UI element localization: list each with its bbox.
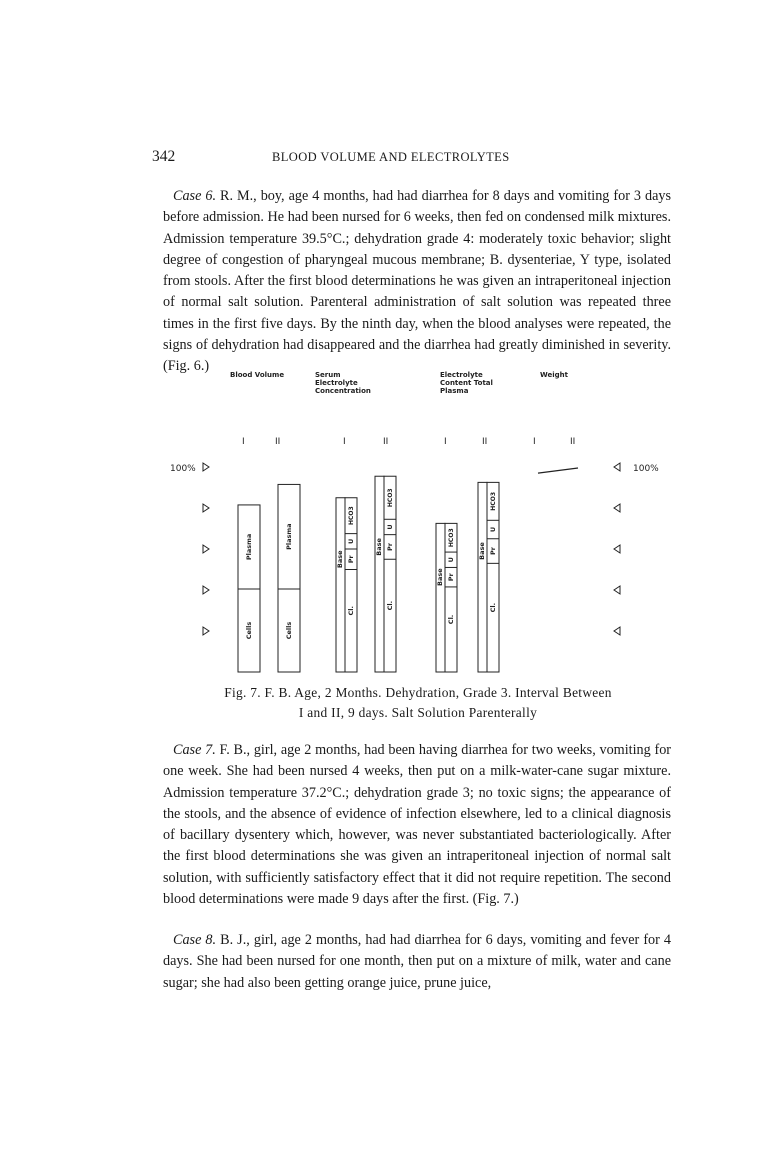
case-label: Case 8. xyxy=(173,932,217,948)
marker-right-pointing xyxy=(203,463,209,471)
marker-right-pointing xyxy=(203,504,209,512)
bar-label-cl: Cl. xyxy=(447,614,455,625)
marker-group xyxy=(203,463,620,635)
header-blood-volume: Blood Volume xyxy=(230,371,285,379)
bar-label-hco3: HCO3 xyxy=(490,491,497,511)
weight-line xyxy=(538,468,578,473)
figure-caption xyxy=(163,683,673,723)
bar-label-plasma: Plasma xyxy=(245,533,253,561)
percent-label-right: 100% xyxy=(633,464,659,474)
bar-label-cl: Cl. xyxy=(347,606,355,616)
paragraph-case-6 xyxy=(163,186,671,378)
chart-svg xyxy=(150,360,670,680)
marker-left-pointing xyxy=(614,586,620,594)
bar-group xyxy=(238,468,578,672)
bar-label-cl: Cl. xyxy=(386,600,394,611)
marker-right-pointing xyxy=(203,545,209,553)
bar-label-cells: Cells xyxy=(285,621,293,640)
bar-label-cl: Cl. xyxy=(489,602,497,613)
page-number: 342 xyxy=(152,148,176,165)
caption-line-2: I and II, 9 days. Salt Solution Parenterally xyxy=(298,705,538,720)
roman-II-weight: II xyxy=(570,437,576,447)
header-electrolyte-sub1: Content Total xyxy=(440,379,493,387)
bar-label-cells: Cells xyxy=(245,621,253,640)
bar-label-u: U xyxy=(347,538,355,544)
roman-I-bv: I xyxy=(242,437,245,447)
paragraph-text: B. J., girl, age 2 months, had had diarrhea for 6 days, vomiting and fever for 4 days. She had been nursed for one month, then put on a mixture of milk, water and cane sugar; she had also been getting orange juice, prune juice, xyxy=(163,932,672,991)
roman-II-bv: II xyxy=(275,437,281,447)
paragraph-text: F. B., girl, age 2 months, had been having diarrhea for two weeks, vomiting for one week. She had been nursed 4 weeks, then put on a milk-water-cane sugar mixture. Admission temperature 37.2°C.; dehydration grade 3; no toxic signs; the appearance of the stools, and the absence of evidence of infection elsewhere, led to a clinical diagnosis of bacillary dysentery which, however, was never substantiated bacteriologically. After the first blood determinations she was given an intraperitoneal injection of normal salt solution, with sufficiently satisfactory effect that it did not require repetition. The second blood determinations were made 9 days after the first. (Fig. 7.) xyxy=(163,742,672,908)
header-serum-sub2: Concentration xyxy=(315,387,371,395)
header-serum: Serum xyxy=(315,371,341,379)
marker-left-pointing xyxy=(614,463,620,471)
bar-label-base: Base xyxy=(375,538,383,556)
roman-I-elec: I xyxy=(444,437,447,447)
bar-base-2-II xyxy=(478,482,487,672)
percent-label-left: 100% xyxy=(170,464,196,474)
bar-label-u: U xyxy=(489,526,497,533)
bar-blood-volume-I xyxy=(238,505,260,672)
caption-line-1: Fig. 7. F. B. Age, 2 Months. Dehydration, Grade 3. Interval Between xyxy=(224,685,612,700)
roman-II-serum: II xyxy=(383,437,389,447)
bar-blood-volume-II xyxy=(278,484,300,672)
paragraph-case-7 xyxy=(163,740,671,910)
case-label: Case 6. xyxy=(173,188,217,204)
header-weight: Weight xyxy=(540,371,568,379)
roman-II-elec: II xyxy=(482,437,488,447)
bar-base-1-II xyxy=(375,476,384,672)
figure-chart xyxy=(150,360,670,680)
marker-right-pointing xyxy=(203,586,209,594)
bar-label-u: U xyxy=(386,524,394,530)
case-label: Case 7. xyxy=(173,742,216,758)
bar-label-pr: Pr xyxy=(347,555,355,564)
bar-base-2-I xyxy=(436,523,445,672)
bar-label-pr: Pr xyxy=(447,573,455,582)
bar-label-hco3: HCO3 xyxy=(448,528,455,548)
marker-left-pointing xyxy=(614,627,620,635)
bar-label-pr: Pr xyxy=(489,547,497,556)
roman-I-weight: I xyxy=(533,437,536,447)
bar-label-base: Base xyxy=(336,550,344,569)
roman-I-serum: I xyxy=(343,437,346,447)
header-serum-sub1: Electrolyte xyxy=(315,379,358,387)
marker-left-pointing xyxy=(614,504,620,512)
paragraph-case-8 xyxy=(163,930,671,994)
bar-base-1-I xyxy=(336,498,345,672)
bar-label-base: Base xyxy=(436,568,444,586)
bar-label-hco3: HCO3 xyxy=(348,506,355,526)
paragraph-text: R. M., boy, age 4 months, had had diarrhea for 8 days and vomiting for 3 days before admission. He had been nursed for 6 weeks, then fed on condensed milk mixtures. Admission temperature 39.5°C.; dehydration grade 4: moderately toxic behavior; slight degree of congestion of pharyngeal mucous membrane; B. dysenteriae, Y type, isolated from stools. After the first blood determinations he was given an intraperitoneal injection of normal salt solution. Parenteral administration of salt solution was repeated three times in the first five days. By the ninth day, when the blood analyses were repeated, the signs of dehydration had disappeared and the diarrhea had greatly diminished in severity. (Fig. 6.) xyxy=(163,188,672,375)
marker-right-pointing xyxy=(203,627,209,635)
header-electrolyte-sub2: Plasma xyxy=(440,387,469,395)
bar-label-pr: Pr xyxy=(386,542,394,551)
bar-label-u: U xyxy=(447,557,455,563)
running-head: BLOOD VOLUME AND ELECTROLYTES xyxy=(272,150,510,164)
bar-label-base: Base xyxy=(478,542,486,560)
marker-left-pointing xyxy=(614,545,620,553)
bar-label-hco3: HCO3 xyxy=(387,488,394,508)
header-electrolyte: Electrolyte xyxy=(440,371,483,379)
bar-label-plasma: Plasma xyxy=(285,523,293,550)
